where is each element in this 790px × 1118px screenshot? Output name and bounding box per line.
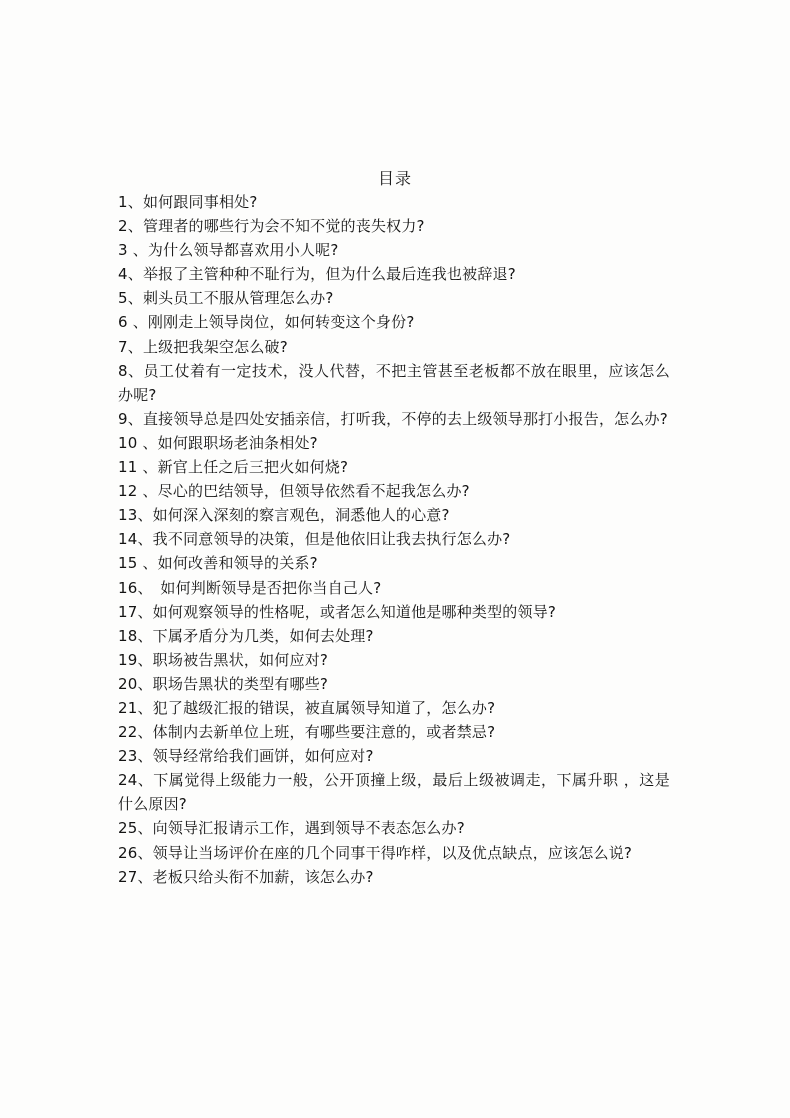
toc-entry: 25、向领导汇报请示工作，遇到领导不表态怎么办?	[118, 819, 465, 838]
toc-entry: 14、我不同意领导的决策，但是他依旧让我去执行怎么办?	[118, 530, 511, 549]
toc-entry: 10 、如何跟职场老油条相处?	[118, 433, 318, 452]
toc-title: 目录	[377, 169, 412, 188]
toc-entry: 12 、尽心的巴结领导，但领导依然看不起我怎么办?	[118, 482, 470, 501]
toc-entry: 20、职场告黑状的类型有哪些?	[118, 674, 329, 693]
toc-entry: 5、刺头员工不服从管理怎么办?	[118, 289, 334, 308]
toc-entry: 16、 如何判断领导是否把你当自己人?	[118, 578, 382, 597]
toc-entry: 13、如何深入深刻的察言观色，洞悉他人的心意?	[118, 506, 450, 525]
toc-entry: 18、下属矛盾分为几类，如何去处理?	[118, 626, 374, 645]
toc-entry: 1、如何跟同事相处?	[118, 193, 258, 211]
toc-entry: 6 、刚刚走上领导岗位，如何转变这个身份?	[118, 313, 415, 332]
toc-entry: 27、老板只给头衔不加薪，该怎么办?	[118, 867, 374, 886]
toc-entry: 24、下属觉得上级能力一般，公开顶撞上级，最后上级被调走，下属升职 ，这是什么原因?	[118, 771, 670, 814]
toc-entry: 19、职场被告黑状，如何应对?	[118, 650, 329, 669]
toc-list	[118, 190, 670, 889]
toc-entry: 3 、为什么领导都喜欢用小人呢?	[118, 241, 339, 260]
toc-entry: 8、员工仗着有一定技术，没人代替，不把主管甚至老板都不放在眼里，应该怎么办呢?	[118, 361, 670, 404]
toc-entry: 26、领导让当场评价在座的几个同事干得咋样，以及优点缺点，应该怎么说?	[118, 843, 633, 862]
toc-entry: 17、如何观察领导的性格呢，或者怎么知道他是哪种类型的领导?	[118, 602, 557, 621]
toc-entry: 22、体制内去新单位上班，有哪些要注意的，或者禁忌?	[118, 723, 496, 742]
toc-entry: 4、举报了主管种种不耻行为，但为什么最后连我也被辞退?	[118, 265, 516, 284]
toc-entry: 21、犯了越级汇报的错误，被直属领导知道了，怎么办?	[118, 698, 496, 717]
toc-entry: 11 、新官上任之后三把火如何烧?	[118, 458, 349, 477]
toc-entry: 15 、如何改善和领导的关系?	[118, 554, 318, 573]
toc-entry: 2、管理者的哪些行为会不知不觉的丧失权力?	[118, 217, 425, 236]
toc-entry: 9、直接领导总是四处安插亲信，打听我，不停的去上级领导那打小报告，怎么办?	[118, 409, 668, 428]
toc-entry: 7、上级把我架空怎么破?	[118, 337, 288, 356]
toc-entry: 23、领导经常给我们画饼，如何应对?	[118, 747, 374, 766]
